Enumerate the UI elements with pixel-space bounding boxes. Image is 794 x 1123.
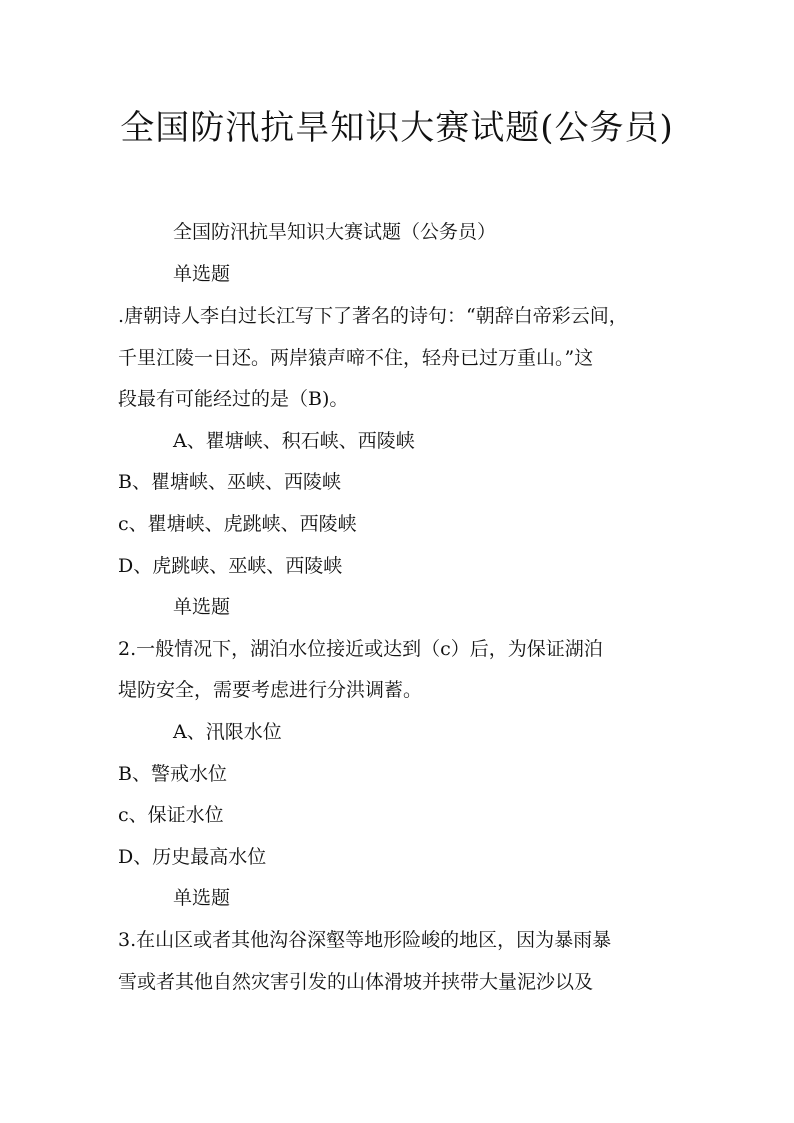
answer-option: c、保证水位 [118, 804, 224, 826]
question-text-line: .唐朝诗人李白过长江写下了著名的诗句：“朝辞白帝彩云间， [118, 305, 628, 327]
answer-option: A、瞿塘峡、积石峡、西陵峡 [173, 430, 415, 452]
document-title: 全国防汛抗旱知识大赛试题(公务员) [120, 108, 674, 148]
question-type-label: 单选题 [173, 596, 231, 618]
document-subtitle: 全国防汛抗旱知识大赛试题（公务员） [173, 221, 497, 243]
answer-option: D、历史最高水位 [118, 846, 267, 868]
question-type-label: 单选题 [173, 887, 231, 909]
answer-option: B、瞿塘峡、巫峡、西陵峡 [118, 471, 341, 493]
question-text-line: 千里江陵一日还。两岸猿声啼不住，轻舟已过万重山。”这 [118, 347, 594, 369]
answer-option: B、警戒水位 [118, 763, 227, 785]
answer-option: c、瞿塘峡、虎跳峡、西陵峡 [118, 513, 357, 535]
question-text-line: 雪或者其他自然灾害引发的山体滑坡并挟带大量泥沙以及 [118, 971, 594, 993]
question-text-line: 2.一般情况下，湖泊水位接近或达到（c）后，为保证湖泊 [118, 638, 603, 660]
answer-option: D、虎跳峡、巫峡、西陵峡 [118, 555, 343, 577]
answer-option: A、汛限水位 [173, 721, 282, 743]
question-text-line: 段最有可能经过的是（B)。 [118, 388, 349, 410]
question-type-label: 单选题 [173, 263, 231, 285]
question-text-line: 3.在山区或者其他沟谷深壑等地形险峻的地区，因为暴雨暴 [118, 929, 612, 951]
question-text-line: 堤防安全，需要考虑进行分洪调蓄。 [118, 679, 423, 701]
